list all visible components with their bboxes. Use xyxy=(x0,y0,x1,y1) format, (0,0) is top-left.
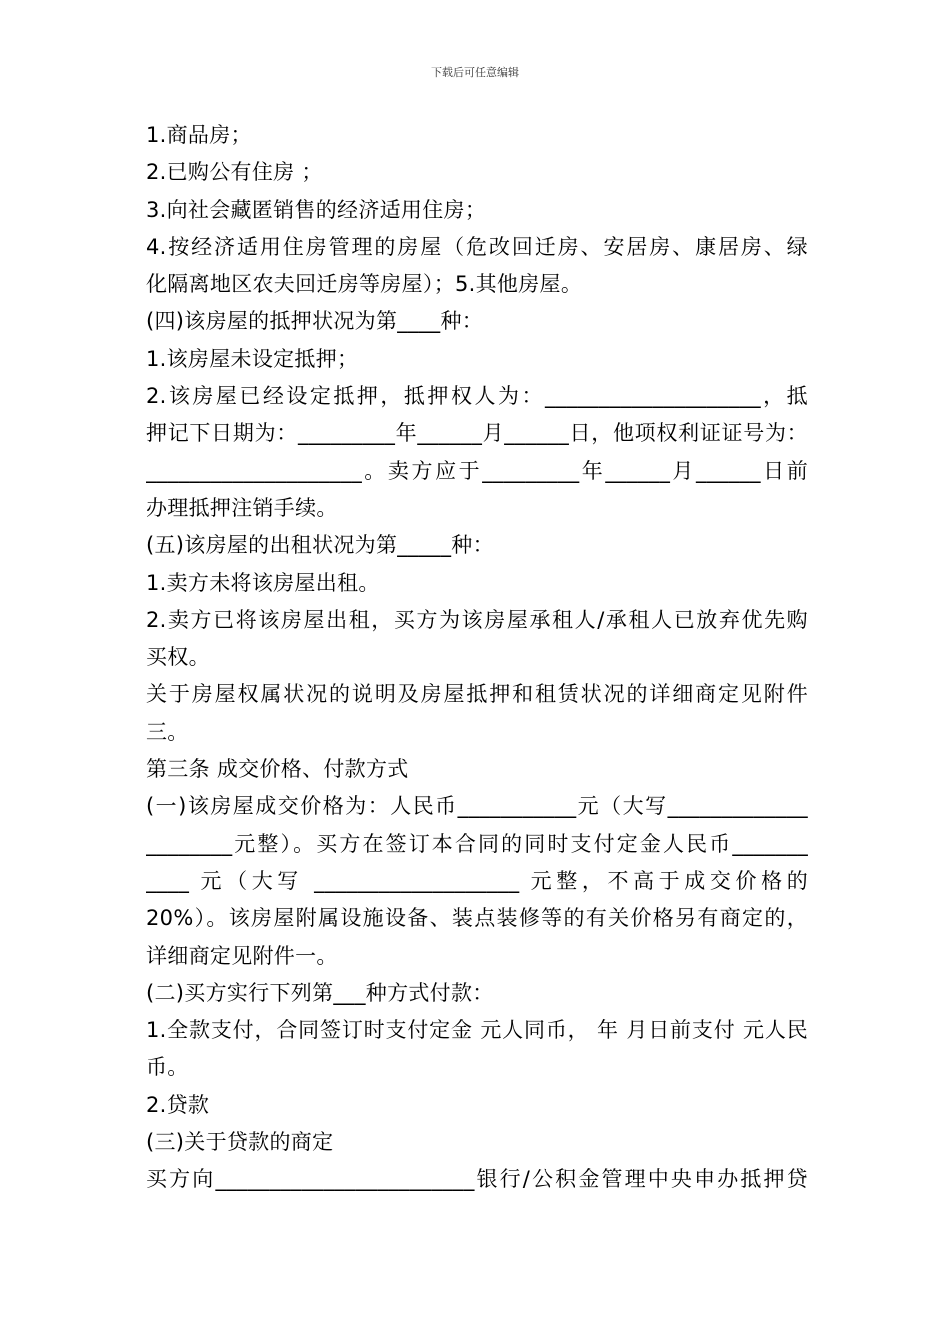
paragraph-line: 2.已购公有住房 ； xyxy=(146,160,323,185)
paragraph-line: 详细商定见附件一。 xyxy=(146,943,338,968)
paragraph-line: 押记下日期为：_________年______月______日，他项权利证证号为： xyxy=(146,421,808,446)
paragraph-line: 化隔离地区农夫回迁房等房屋）；5.其他房屋。 xyxy=(146,272,583,297)
document-body xyxy=(146,117,808,1199)
paragraph-line: 关于房屋权属状况的说明及房屋抵押和租赁状况的详细商定见附件 xyxy=(146,682,808,707)
paragraph-line: 2.该房屋已经设定抵押，抵押权人为：____________________，抵 xyxy=(146,384,808,409)
section-heading-rental: (五)该房屋的出租状况为第_____种： xyxy=(146,533,494,558)
paragraph-line: 1.全款支付，合同签订时支付定金 元人同币， 年 月日前支付 元人民 xyxy=(146,1018,808,1043)
paragraph-line: 4.按经济适用住房管理的房屋（危改回迁房、安居房、康居房、绿 xyxy=(146,234,808,259)
paragraph-line: 三。 xyxy=(146,719,189,744)
section-heading-loan: (三)关于贷款的商定 xyxy=(146,1130,334,1155)
paragraph-line: 币。 xyxy=(146,1055,189,1080)
paragraph-line: 2.卖方已将该房屋出租，买方为该房屋承租人/承租人已放弃优先购 xyxy=(146,607,808,632)
paragraph-line: 买权。 xyxy=(146,645,210,670)
section-heading-mortgage: (四)该房屋的抵押状况为第____种： xyxy=(146,309,484,334)
page-header: 下载后可任意编辑 xyxy=(431,66,519,79)
paragraph-line: 20%）。该房屋附属设施设备、装点装修等的有关价格另有商定的， xyxy=(146,906,808,931)
paragraph-line: ____ 元（大写 ___________________ 元整，不高于成交价格的 xyxy=(146,868,808,893)
paragraph-line: ________元整）。买方在签订本合同的同时支付定金人民币_______ xyxy=(146,831,808,856)
paragraph-line: 3.向社会藏匿销售的经济适用住房； xyxy=(146,197,487,222)
paragraph-line: 办理抵押注销手续。 xyxy=(146,495,338,520)
paragraph-line: (一)该房屋成交价格为：人民币___________元（大写_____________ xyxy=(146,794,808,819)
section-heading-payment: (二)买方实行下列第___种方式付款： xyxy=(146,980,494,1005)
paragraph-line: 2.贷款 xyxy=(146,1092,210,1117)
paragraph-line: 1.卖方未将该房屋出租。 xyxy=(146,570,380,595)
article-heading: 第三条 成交价格、付款方式 xyxy=(146,757,409,782)
paragraph-line: 1.该房屋未设定抵押； xyxy=(146,346,359,371)
paragraph-line: ____________________。卖方应于_________年______月______日前 xyxy=(146,458,808,483)
paragraph-line: 1.商品房； xyxy=(146,123,252,147)
paragraph-line: 买方向________________________银行/公积金管理中央申办抵押贷 xyxy=(146,1167,808,1192)
